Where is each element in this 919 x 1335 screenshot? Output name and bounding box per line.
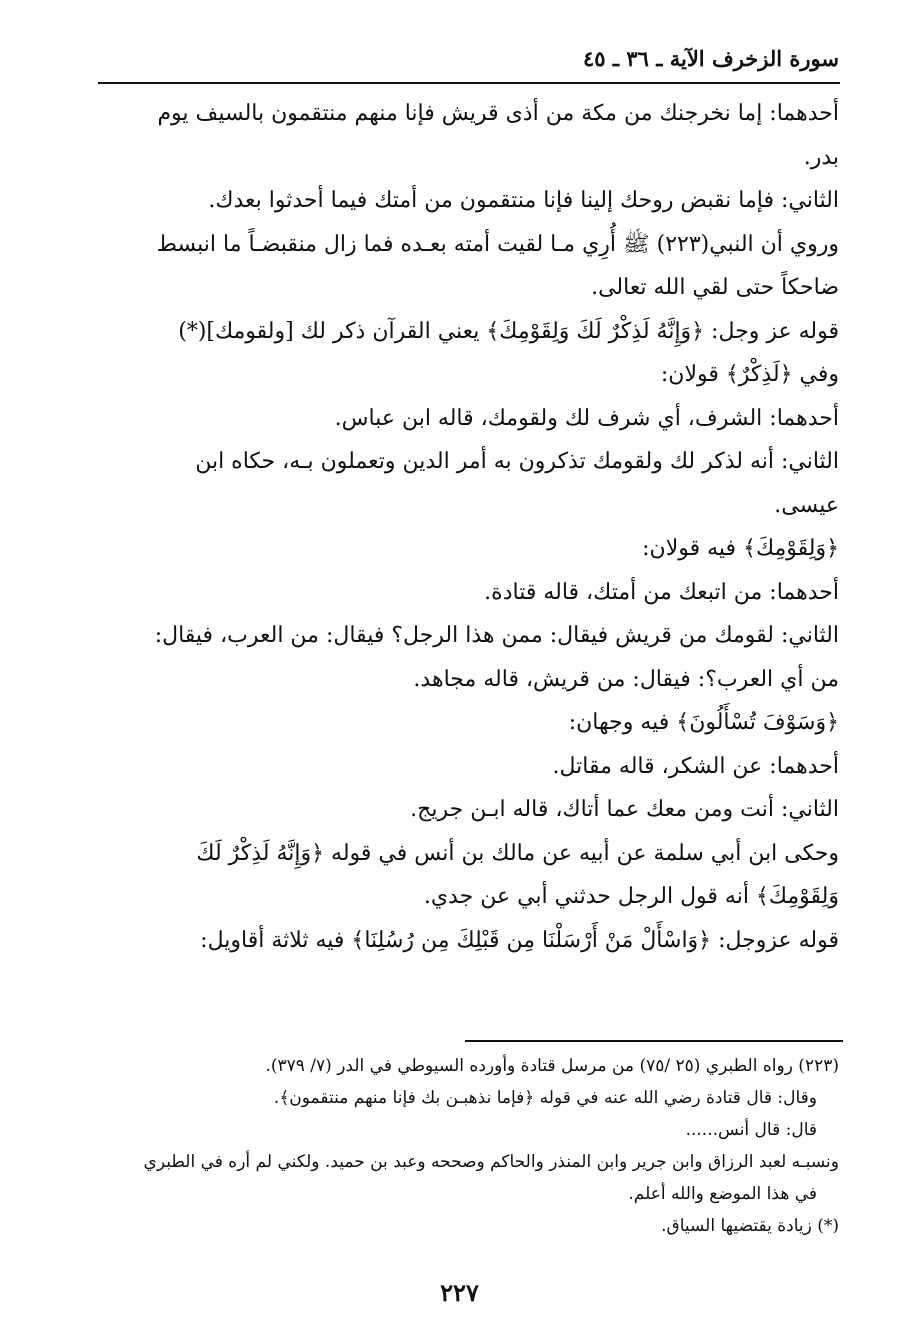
paragraph-line: عيسى. <box>774 492 839 518</box>
footnote-line: وقال: قال قتادة رضي الله عنه في قوله ﴿فإما نذهبـن بك فإنا منهم منتقمون﴾. <box>273 1088 817 1108</box>
paragraph-line: قوله عز وجل: ﴿وَإِنَّهُ لَذِكْرٌ لَكَ وَلِقَوْمِكَ﴾ يعني القرآن ذكر لك [ولقومك](*) <box>178 318 839 344</box>
footnote-line: في هذا الموضع والله أعلم. <box>628 1184 817 1204</box>
paragraph-line: الثاني: لقومك من قريش فيقال: ممن هذا الرجل؟ فيقال: من العرب، فيقال: <box>154 623 839 648</box>
paragraph-line: وَلِقَوْمِكَ﴾ أنه قول الرجل حدثني أبي عن جدي. <box>423 884 839 909</box>
footnotes <box>97 1050 839 1242</box>
paragraph-line: ﴿وَلِقَوْمِكَ﴾ فيه قولان: <box>642 536 839 561</box>
paragraph-line: أحدهما: من اتبعك من أمتك، قاله قتادة. <box>484 579 839 605</box>
paragraph-line: بدر. <box>803 144 839 170</box>
footnote-line: (٢٢٣) رواه الطبري (٢٥ /٧٥) من مرسل قتادة وأورده السيوطي في الدر (٧/ ٣٧٩). <box>265 1056 839 1076</box>
paragraph-line: ﴿وَسَوْفَ تُسْأَلُونَ﴾ فيه وجهان: <box>568 710 839 735</box>
running-header: سورة الزخرف الآية ـ ٣٦ ـ ٤٥ <box>583 46 839 71</box>
footnote-line: (*) زيادة يقتضيها السياق. <box>661 1216 839 1236</box>
page-number: ٢٢٧ <box>440 1278 479 1307</box>
paragraph-line: أحدهما: الشرف، أي شرف لك ولقومك، قاله ابن عباس. <box>334 405 839 431</box>
paragraph-line: ضاحكاً حتى لقي الله تعالى. <box>591 275 839 300</box>
paragraph-line: الثاني: أنت ومن معك عما أتاك، قاله ابـن جريج. <box>410 797 839 822</box>
paragraph-line: من أي العرب؟: فيقال: من قريش، قاله مجاهد. <box>413 666 839 692</box>
paragraph-line: أحدهما: إما نخرجنك من مكة من أذى قريش فإنا منهم منتقمون بالسيف يوم <box>157 101 839 126</box>
footnote-line: ونسبـه لعبد الرزاق وابن جرير وابن المنذر والحاكم وصححه وعبد بن حميد. ولكني لم أره في الطبري <box>143 1152 839 1172</box>
footnote-divider <box>465 1040 843 1042</box>
main-text <box>99 92 839 962</box>
paragraph-line: الثاني: أنه لذكر لك ولقومك تذكرون به أمر الدين وتعملون بـه، حكاه ابن <box>195 449 839 474</box>
paragraph-line: قوله عزوجل: ﴿وَاسْأَلْ مَنْ أَرْسَلْنَا مِن قَبْلِكَ مِن رُسُلِنَا﴾ فيه ثلاثة أقاويل: <box>200 927 839 953</box>
paragraph-line: أحدهما: عن الشكر، قاله مقاتل. <box>552 753 839 779</box>
paragraph-line: الثاني: فإما نقبض روحك إلينا فإنا منتقمون من أمتك فيما أحدثوا بعدك. <box>208 188 839 213</box>
paragraph-line: وحكى ابن أبي سلمة عن أبيه عن مالك بن أنس في قوله ﴿وَإِنَّهُ لَذِكْرٌ لَكَ <box>196 840 839 866</box>
footnote-line: قال: قال أنس...... <box>685 1120 817 1140</box>
paragraph-line: وروي أن النبي(٢٢٣) ﷺ أُرِي مـا لقيت أمته بعـده فما زال منقبضـاً ما انبسط <box>156 231 839 257</box>
paragraph-line: وفي ﴿لَذِكْرٌ﴾ قولان: <box>660 362 839 387</box>
header-divider <box>98 82 840 84</box>
